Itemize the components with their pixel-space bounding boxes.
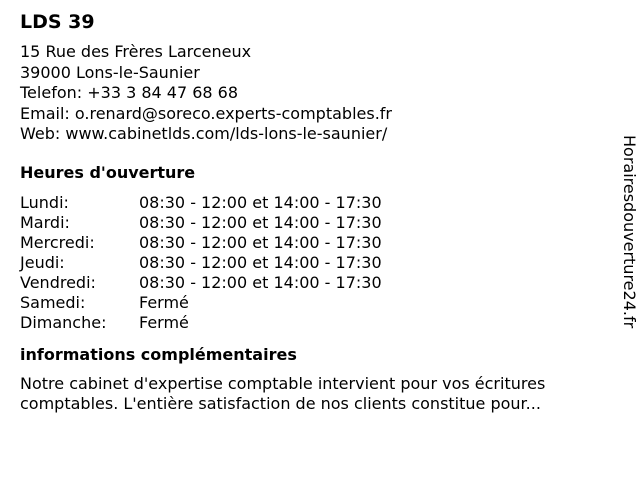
hours-time: 08:30 - 12:00 et 14:00 - 17:30 (139, 192, 382, 212)
hours-day: Samedi: (20, 292, 86, 312)
hours-time: 08:30 - 12:00 et 14:00 - 17:30 (139, 272, 382, 292)
hours-day: Mercredi: (20, 232, 95, 252)
website-line: Web: www.cabinetlds.com/lds-lons-le-saunier/ (20, 124, 388, 143)
hours-row-jeudi (20, 253, 600, 273)
hours-time: 08:30 - 12:00 et 14:00 - 17:30 (139, 212, 382, 232)
hours-heading: Heures d'ouverture (20, 162, 196, 182)
hours-day: Lundi: (20, 192, 69, 212)
address-line-2: 39000 Lons-le-Saunier (20, 62, 200, 82)
contact-block (20, 42, 600, 145)
hours-day: Mardi: (20, 212, 70, 232)
hours-row-mercredi (20, 233, 600, 253)
info-heading: informations complémentaires (20, 344, 297, 364)
hours-row-dimanche (20, 313, 600, 333)
address-line-1: 15 Rue des Frères Larceneux (20, 42, 252, 61)
business-card (20, 10, 600, 414)
hours-time: 08:30 - 12:00 et 14:00 - 17:30 (139, 252, 382, 272)
site-watermark: Horairesdouverture24.fr (620, 135, 639, 329)
hours-row-samedi (20, 293, 600, 313)
info-description: Notre cabinet d'expertise comptable intervient pour vos écritures comptables. L'entière satisfaction de nos clients constitue pour... (20, 373, 546, 413)
hours-day: Vendredi: (20, 272, 96, 292)
hours-time: Fermé (139, 312, 189, 332)
hours-row-vendredi (20, 273, 600, 293)
hours-day: Dimanche: (20, 312, 107, 332)
hours-row-mardi (20, 213, 600, 233)
hours-row-lundi (20, 193, 600, 213)
hours-table (20, 193, 600, 333)
business-name: LDS 39 (20, 11, 95, 33)
hours-time: Fermé (139, 292, 189, 312)
hours-time: 08:30 - 12:00 et 14:00 - 17:30 (139, 232, 382, 252)
email-line: Email: o.renard@soreco.experts-comptables.fr (20, 103, 392, 123)
hours-day: Jeudi: (20, 252, 65, 272)
phone-line: Telefon: +33 3 84 47 68 68 (20, 83, 239, 102)
